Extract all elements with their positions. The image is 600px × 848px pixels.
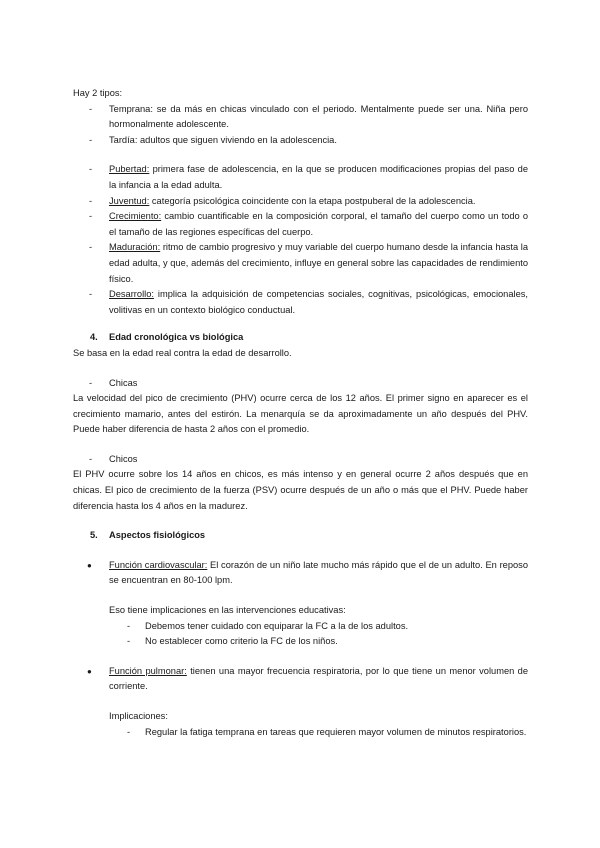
section-4-lead: Se basa en la edad real contra la edad de desarrollo. [73, 347, 292, 358]
dash-marker: - [127, 726, 131, 737]
chicas-paragraph: La velocidad del pico de crecimiento (PHV) ocurre cerca de los 12 años. El primer signo en aparecer es el crecimiento mamario, antes del estirón. La menarquía se da aproximadamente un año después del PHV. Puede haber diferencia de hasta 2 años con el promedio. [73, 393, 528, 435]
dash-marker: - [89, 377, 93, 388]
definition-pubertad: - Pubertad: primera fase de adolescencia, en la que se producen modificaciones propias del paso de la infancia a la edad adulta. [89, 164, 528, 190]
dash-marker: - [89, 103, 93, 114]
section-title: Edad cronológica vs biológica [109, 332, 244, 343]
dash-marker: - [127, 620, 131, 631]
section-number: 4. [90, 332, 98, 343]
dash-marker: - [89, 242, 93, 253]
pulmonar-implication-item: - Regular la fatiga temprana en tareas que requieren mayor volumen de minutos respiratorios. [73, 725, 528, 741]
section-4-heading [73, 330, 528, 346]
bullet-term: Función cardiovascular: [109, 559, 208, 570]
bullet-icon: ● [87, 666, 92, 676]
intro-text: Hay 2 tipos: [73, 88, 123, 98]
dash-marker: - [127, 636, 131, 647]
list-item-tipo-tardia: - Tardía: adultos que siguen viviendo en la adolescencia. [73, 133, 528, 149]
bullet-term: Función pulmonar: [109, 665, 187, 676]
chicas-label: - Chicas [73, 376, 528, 392]
definition-desarrollo: - Desarrollo: implica la adquisición de competencias sociales, cognitivas, psicológicas, emocionales, volitivas en un contexto biológico conductual. [89, 289, 528, 315]
chicos-label: - Chicos [73, 452, 528, 468]
definition-term: Juventud: [109, 195, 150, 206]
section-5-heading [73, 528, 528, 544]
cardio-implication-item: - Debemos tener cuidado con equiparar la FC a la de los adultos. [73, 619, 528, 635]
definition-term: Pubertad: [109, 164, 150, 175]
dash-marker: - [89, 453, 93, 464]
definition-term: Desarrollo: [109, 289, 154, 300]
cardio-implication-item: - No establecer como criterio la FC de los niños. [73, 634, 528, 650]
dash-marker: - [89, 195, 93, 206]
dash-marker: - [89, 164, 93, 175]
dash-marker: - [89, 211, 93, 222]
document-page [73, 86, 528, 740]
definition-term: Crecimiento: [109, 211, 162, 222]
list-item-tipo-temprana: - Temprana: se da más en chicas vinculado con el periodo. Mentalmente puede ser una. Niña pero hormonalmente adolescente. [89, 103, 528, 130]
section-title: Aspectos fisiológicos [109, 530, 206, 541]
cardio-implications-intro: Eso tiene implicaciones en las intervenciones educativas: [109, 605, 346, 616]
dash-marker: - [89, 289, 93, 300]
chicos-paragraph: El PHV ocurre sobre los 14 años en chicos, es más intenso y en general ocurre 2 años después que en chicas. El pico de crecimiento de la fuerza (PSV) ocurre después de un año o más que el PHV. Puede haber diferencia hasta los 4 años en la madurez. [73, 469, 528, 511]
bullet-funcion-pulmonar: ● Función pulmonar: tienen una mayor frecuencia respiratoria, por lo que tiene un menor volumen de corriente. [87, 665, 529, 692]
bullet-icon: ● [87, 560, 92, 570]
pulmonar-implications-intro: Implicaciones: [109, 711, 168, 721]
definition-juventud: - Juventud: categoría psicológica coincidente con la etapa postpuberal de la adolescencia. [73, 194, 528, 210]
section-number: 5. [90, 530, 98, 541]
definition-maduracion: - Maduración: ritmo de cambio progresivo y muy variable del cuerpo humano desde la infancia hasta la edad adulta, y que, además del crecimiento, influye en general sobre las capacidades de rendimiento físico. [89, 242, 528, 284]
definition-crecimiento: - Crecimiento: cambio cuantificable en la composición corporal, el tamaño del cuerpo como un todo o el tamaño de las regiones específicas del cuerpo. [89, 211, 528, 237]
bullet-funcion-cardiovascular: ● Función cardiovascular: El corazón de un niño late mucho más rápido que el de un adulto. En reposo se encuentran en 80-100 lpm. [87, 559, 528, 586]
dash-marker: - [89, 134, 93, 145]
definition-term: Maduración: [109, 242, 161, 253]
